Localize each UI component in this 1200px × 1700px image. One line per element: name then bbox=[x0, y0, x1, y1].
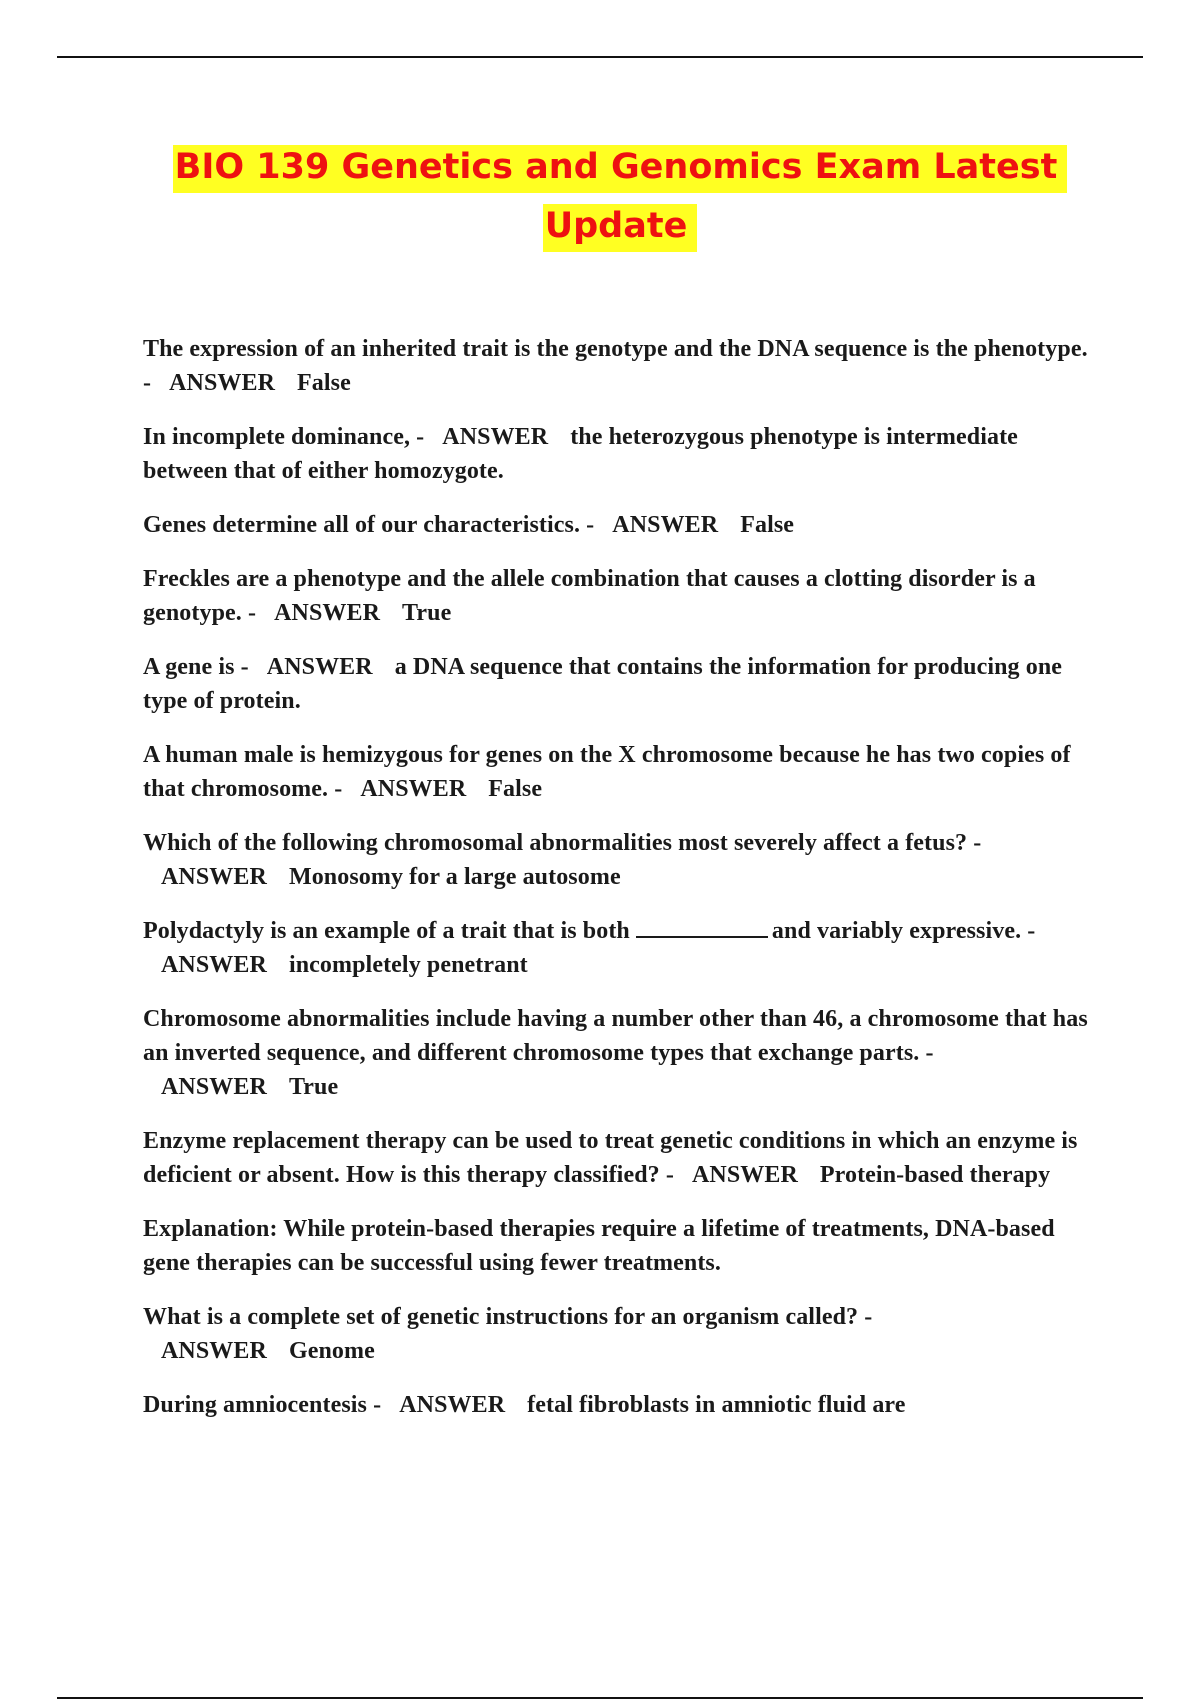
answer-label: ANSWER bbox=[161, 1074, 267, 1100]
question-text: During amniocentesis - bbox=[143, 1392, 382, 1418]
question-text-after-blank: and variably expressive. - bbox=[771, 918, 1036, 944]
answer-label: ANSWER bbox=[274, 600, 381, 626]
qa-item-1 bbox=[143, 332, 1088, 400]
question-text: Chromosome abnormalities include having a number other than 46, a chromosome that has an inverted sequence, and different chromosome types that exchange parts. - bbox=[143, 1006, 1088, 1066]
answer-label: ANSWER bbox=[691, 1162, 798, 1188]
answer-text: incompletely penetrant bbox=[288, 952, 528, 978]
explanation-text: Explanation: While protein-based therapies require a lifetime of treatments, DNA-based gene therapies can be successful using fewer treatments. bbox=[143, 1216, 1055, 1276]
answer-text: a DNA sequence that contains the information for producing one type of protein. bbox=[143, 654, 1063, 714]
answer-text: fetal fibroblasts in amniotic fluid are bbox=[527, 1392, 906, 1418]
fill-in-blank bbox=[636, 914, 768, 938]
qa-item-10 bbox=[143, 1124, 1088, 1192]
qa-item-12 bbox=[143, 1388, 1088, 1422]
question-text: Which of the following chromosomal abnormalities most severely affect a fetus? - bbox=[143, 830, 982, 856]
question-text: In incomplete dominance, - bbox=[143, 424, 425, 450]
answer-text: False bbox=[488, 776, 543, 802]
question-text: Enzyme replacement therapy can be used to treat genetic conditions in which an enzyme is deficient or absent. How is this therapy classified? - bbox=[143, 1128, 1078, 1188]
qa-item-5 bbox=[143, 650, 1088, 718]
answer-text: True bbox=[402, 600, 452, 626]
qa-item-8 bbox=[143, 914, 1088, 982]
answer-label: ANSWER bbox=[161, 1338, 267, 1364]
title-line-2: Update bbox=[543, 204, 698, 252]
answer-text: Monosomy for a large autosome bbox=[288, 864, 621, 890]
question-text: The expression of an inherited trait is the genotype and the DNA sequence is the phenotype. - bbox=[143, 336, 1088, 396]
document-title bbox=[100, 138, 1140, 256]
question-text: A gene is - bbox=[143, 654, 249, 680]
answer-text: Genome bbox=[288, 1338, 375, 1364]
question-text: Freckles are a phenotype and the allele combination that causes a clotting disorder is a genotype. - bbox=[143, 566, 1036, 626]
qa-item-2 bbox=[143, 420, 1088, 488]
answer-text: Protein-based therapy bbox=[819, 1162, 1051, 1188]
answer-label: ANSWER bbox=[266, 654, 373, 680]
answer-label: ANSWER bbox=[161, 952, 267, 978]
answer-label: ANSWER bbox=[360, 776, 467, 802]
question-text-before-blank: Polydactyly is an example of a trait that is both bbox=[143, 918, 630, 944]
qa-item-11 bbox=[143, 1300, 1088, 1368]
qa-item-3 bbox=[143, 508, 1088, 542]
answer-text: True bbox=[288, 1074, 339, 1100]
qa-item-4 bbox=[143, 562, 1088, 630]
qa-item-6 bbox=[143, 738, 1088, 806]
answer-label: ANSWER bbox=[612, 512, 719, 538]
question-text: What is a complete set of genetic instructions for an organism called? - bbox=[143, 1304, 873, 1330]
answer-label: ANSWER bbox=[161, 864, 267, 890]
question-list bbox=[143, 332, 1088, 1442]
answer-label: ANSWER bbox=[399, 1392, 506, 1418]
answer-text: the heterozygous phenotype is intermediate between that of either homozygote. bbox=[143, 424, 1018, 484]
explanation-note bbox=[143, 1212, 1088, 1280]
question-text: Genes determine all of our characteristics. - bbox=[143, 512, 595, 538]
title-line-1: BIO 139 Genetics and Genomics Exam Latest bbox=[173, 145, 1068, 193]
question-text: A human male is hemizygous for genes on the X chromosome because he has two copies of that chromosome. - bbox=[143, 742, 1071, 802]
answer-label: ANSWER bbox=[442, 424, 549, 450]
answer-text: False bbox=[297, 370, 351, 396]
bottom-rule bbox=[57, 1697, 1143, 1699]
qa-item-9 bbox=[143, 1002, 1088, 1104]
qa-item-7 bbox=[143, 826, 1088, 894]
answer-label: ANSWER bbox=[169, 370, 276, 396]
top-rule bbox=[57, 56, 1143, 58]
answer-text: False bbox=[740, 512, 795, 538]
